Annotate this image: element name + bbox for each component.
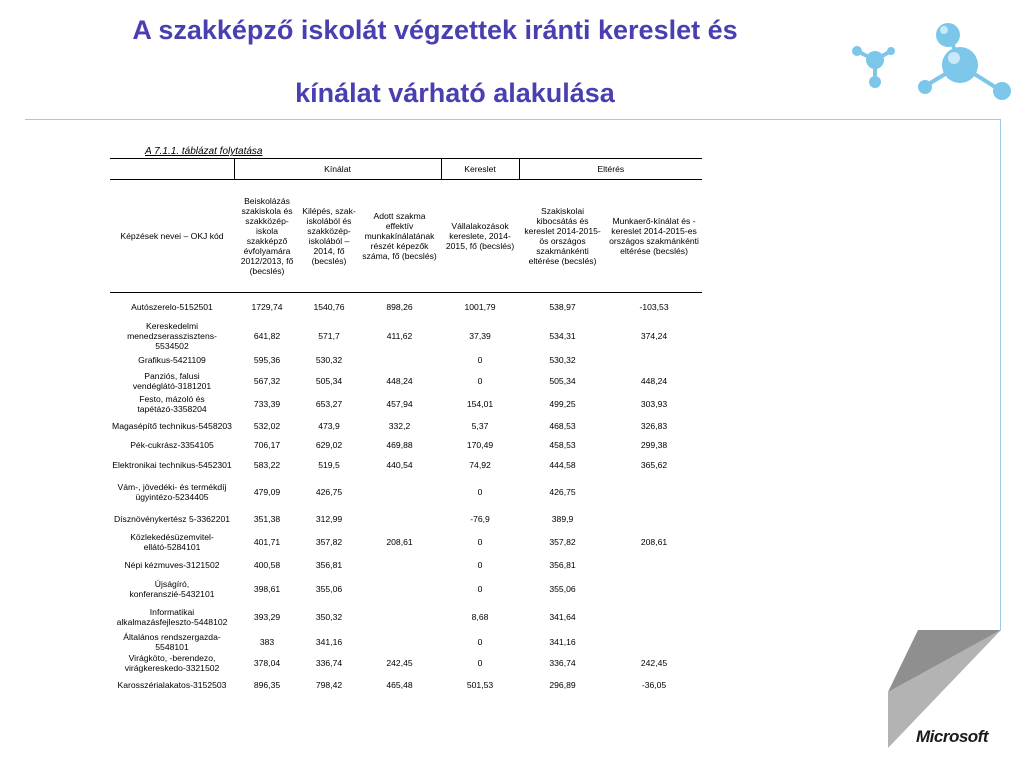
table-cell: -103,53 bbox=[639, 301, 669, 312]
row-label: Panziós, falusi vendéglátó-3181201 bbox=[132, 370, 212, 391]
table-cell: 457,94 bbox=[386, 398, 413, 409]
title-line-1: A szakképző iskolát végzettek iránti kereslet és bbox=[132, 15, 738, 45]
group-kinalat: Kínálat bbox=[234, 159, 441, 180]
table-cell: 629,02 bbox=[315, 440, 343, 451]
table-cell: 357,82 bbox=[315, 537, 343, 547]
table-cell bbox=[606, 554, 702, 576]
table-row bbox=[110, 530, 702, 554]
table-cell bbox=[358, 554, 441, 576]
table-cell: 567,32 bbox=[253, 375, 281, 386]
row-label: Pék-cukrász-3354105 bbox=[130, 440, 214, 451]
table-cell: 468,53 bbox=[549, 420, 576, 431]
table-cell: 534,31 bbox=[549, 330, 576, 341]
table-cell: 0 bbox=[477, 637, 483, 647]
table-cell: 444,58 bbox=[549, 460, 576, 470]
table-cell: 374,24 bbox=[640, 330, 668, 341]
row-label: Újságíró, konferanszié-5432101 bbox=[129, 579, 215, 599]
column-header: Képzések nevei – OKJ kód bbox=[110, 180, 234, 293]
table-cell bbox=[606, 576, 702, 602]
table-cell: 641,82 bbox=[253, 330, 281, 341]
table-row bbox=[110, 351, 702, 369]
table-caption: A 7.1.1. táblázat folytatása bbox=[145, 146, 263, 157]
table-cell: 398,61 bbox=[253, 584, 281, 594]
table-cell: 389,9 bbox=[551, 514, 574, 524]
row-label: Vám-, jövedéki- és termékdíj ügyintézo-5234405 bbox=[117, 482, 227, 502]
table-cell: 411,62 bbox=[386, 330, 413, 341]
table-cell: 74,92 bbox=[469, 460, 491, 470]
table-cell: 469,88 bbox=[386, 440, 413, 451]
table-cell: 519,5 bbox=[318, 460, 340, 470]
slide-title bbox=[20, 14, 850, 110]
table-cell: 0 bbox=[477, 487, 483, 497]
table-row bbox=[110, 393, 702, 415]
table-cell: 426,75 bbox=[315, 487, 343, 497]
table-cell bbox=[606, 632, 702, 652]
table-cell: 208,61 bbox=[386, 537, 413, 547]
table-cell: 351,38 bbox=[253, 514, 281, 524]
table-cell: 798,42 bbox=[315, 680, 343, 690]
table-cell: 365,62 bbox=[640, 460, 668, 470]
column-header: Adott szakma effektív munkakínálatának részét képezők száma, fő (becslés) bbox=[358, 180, 441, 293]
table-cell: 350,32 bbox=[315, 612, 343, 622]
table-row bbox=[110, 369, 702, 393]
table-cell: 583,22 bbox=[253, 460, 281, 470]
table-cell: 499,25 bbox=[549, 398, 576, 409]
table-cell: 341,16 bbox=[549, 637, 576, 647]
table-cell: -36,05 bbox=[641, 680, 667, 690]
table-row bbox=[110, 508, 702, 530]
table-row bbox=[110, 454, 702, 476]
table-cell: 530,32 bbox=[315, 354, 343, 365]
table-cell: 5,37 bbox=[471, 420, 489, 431]
table-cell: 356,81 bbox=[549, 560, 576, 570]
table-cell: 296,89 bbox=[549, 680, 576, 690]
table-cell: 448,24 bbox=[386, 375, 413, 386]
table-cell: 595,36 bbox=[253, 354, 281, 365]
table-cell: 571,7 bbox=[318, 330, 340, 341]
table-cell: 336,74 bbox=[315, 658, 343, 668]
table-cell: 898,26 bbox=[386, 301, 413, 312]
table-cell: 332,2 bbox=[388, 420, 411, 431]
table-cell: 426,75 bbox=[549, 487, 576, 497]
table-cell: 326,83 bbox=[640, 420, 668, 431]
table-cell: 8,68 bbox=[471, 612, 489, 622]
table-row bbox=[110, 652, 702, 674]
table-cell: 0 bbox=[477, 537, 483, 547]
table-cell: 465,48 bbox=[386, 680, 413, 690]
table-cell: 0 bbox=[477, 658, 483, 668]
table-cell: 383 bbox=[259, 637, 275, 647]
frame-top-line bbox=[25, 119, 1000, 120]
title-line-2: kínálat várható alakulása bbox=[295, 78, 615, 108]
table-cell: 440,54 bbox=[386, 460, 413, 470]
table-cell bbox=[606, 476, 702, 508]
row-label: Virágköto, -berendezo, virágkereskedo-3321502 bbox=[124, 653, 220, 673]
table-row bbox=[110, 415, 702, 437]
table-cell: 401,71 bbox=[253, 537, 281, 547]
table-cell bbox=[358, 476, 441, 508]
column-header: Vállalakozások kereslete, 2014-2015, fő (becslés) bbox=[441, 180, 519, 293]
table-row bbox=[110, 554, 702, 576]
table-cell: 37,39 bbox=[469, 330, 491, 341]
table-row bbox=[110, 476, 702, 508]
row-label: Általános rendszergazda-5548101 bbox=[123, 632, 221, 652]
table-cell bbox=[358, 632, 441, 652]
table-cell: 357,82 bbox=[549, 537, 576, 547]
table-cell: 356,81 bbox=[315, 560, 343, 570]
table-cell: 0 bbox=[477, 560, 483, 570]
table-cell: 341,64 bbox=[549, 612, 576, 622]
microsoft-logo: Microsoft bbox=[916, 727, 988, 746]
table-cell: -76,9 bbox=[470, 514, 490, 524]
group-header-row bbox=[110, 159, 702, 180]
table-cell bbox=[358, 576, 441, 602]
table-row bbox=[110, 293, 702, 321]
table-cell: 479,09 bbox=[253, 487, 281, 497]
table-row bbox=[110, 632, 702, 652]
row-label: Népi kézmuves-3121502 bbox=[124, 560, 220, 570]
table-cell bbox=[606, 602, 702, 632]
row-label: Karosszérialakatos-3152503 bbox=[117, 680, 227, 690]
column-header-row bbox=[110, 180, 702, 293]
group-kereslet: Kereslet bbox=[441, 159, 519, 180]
table-cell: 378,04 bbox=[253, 658, 281, 668]
column-header: Munkaerő-kínálat és -kereslet 2014-2015-es országos szakmánkénti eltérése (becslés) bbox=[606, 180, 702, 293]
table-cell: 312,99 bbox=[315, 514, 343, 524]
table-cell: 501,53 bbox=[466, 680, 494, 690]
table-cell: 393,29 bbox=[253, 612, 281, 622]
row-label: Grafikus-5421109 bbox=[138, 354, 206, 365]
table-cell: 458,53 bbox=[549, 440, 576, 451]
table-row bbox=[110, 321, 702, 351]
table-cell: 1729,74 bbox=[251, 301, 283, 312]
table-cell: 242,45 bbox=[640, 658, 668, 668]
table-cell: 505,34 bbox=[549, 375, 576, 386]
table-cell: 505,34 bbox=[315, 375, 343, 386]
table-cell: 355,06 bbox=[549, 584, 576, 594]
row-label: Elektronikai technikus-5452301 bbox=[112, 460, 232, 470]
group-elteres: Eltérés bbox=[519, 159, 702, 180]
table-cell: 336,74 bbox=[549, 658, 576, 668]
molecule-logo-icon bbox=[845, 15, 1015, 110]
table-cell: 303,93 bbox=[640, 398, 668, 409]
table-cell: 1001,79 bbox=[464, 301, 496, 312]
row-label: Kereskedelmi menedzserasszisztens-5534502 bbox=[127, 320, 217, 351]
table-cell: 355,06 bbox=[315, 584, 343, 594]
table-cell: 896,35 bbox=[253, 680, 281, 690]
table-cell: 1540,76 bbox=[313, 301, 345, 312]
row-label: Magasépítő technikus-5458203 bbox=[112, 420, 232, 431]
row-label: Dísznövénykertész 5-3362201 bbox=[113, 514, 231, 524]
table-body bbox=[110, 293, 702, 697]
frame-right-line bbox=[1000, 119, 1001, 631]
table-cell: 473,9 bbox=[318, 420, 340, 431]
table-cell: 400,58 bbox=[253, 560, 281, 570]
table-row bbox=[110, 674, 702, 696]
table-cell bbox=[606, 508, 702, 530]
table-cell: 208,61 bbox=[640, 537, 668, 547]
group-empty bbox=[110, 159, 234, 180]
table-cell: 0 bbox=[477, 584, 483, 594]
table-cell: 532,02 bbox=[253, 420, 281, 431]
table-cell: 448,24 bbox=[640, 375, 668, 386]
row-label: Autószerelo-5152501 bbox=[131, 301, 213, 312]
table-cell: 0 bbox=[477, 354, 483, 365]
column-header: Kilépés, szak-iskolából és szakközép-iskolából – 2014, fő (becslés) bbox=[300, 180, 358, 293]
table-cell: 299,38 bbox=[640, 440, 668, 451]
table-cell: 538,97 bbox=[549, 301, 576, 312]
table-cell: 242,45 bbox=[386, 658, 413, 668]
row-label: Informatikai alkalmazásfejleszto-5448102 bbox=[116, 607, 228, 627]
table-row bbox=[110, 576, 702, 602]
table-cell: 530,32 bbox=[549, 354, 576, 365]
table-cell bbox=[606, 351, 702, 369]
column-header: Szakiskolai kibocsátás és kereslet 2014-2015-ös országos szakmánkénti eltérése (becslés) bbox=[519, 180, 606, 293]
row-label: Közlekedésüzemvitel-ellátó-5284101 bbox=[130, 532, 214, 552]
table-cell bbox=[358, 602, 441, 632]
table-cell: 706,17 bbox=[253, 440, 281, 451]
table-row bbox=[110, 437, 702, 455]
table-cell: 170,49 bbox=[466, 440, 494, 451]
table-cell bbox=[358, 351, 441, 369]
table-cell: 733,39 bbox=[253, 398, 281, 409]
column-header: Beiskolázás szakiskola és szakközép-iskola szakképző évfolyamára 2012/2013, fő (becslés) bbox=[234, 180, 300, 293]
table-cell: 154,01 bbox=[466, 398, 494, 409]
table-cell bbox=[358, 508, 441, 530]
row-label: Festo, mázoló és tapétázó-3358204 bbox=[137, 393, 207, 414]
table-cell: 0 bbox=[477, 375, 483, 386]
table-cell: 653,27 bbox=[315, 398, 343, 409]
table-cell: 341,16 bbox=[315, 637, 343, 647]
data-table bbox=[110, 158, 702, 696]
table-row bbox=[110, 602, 702, 632]
